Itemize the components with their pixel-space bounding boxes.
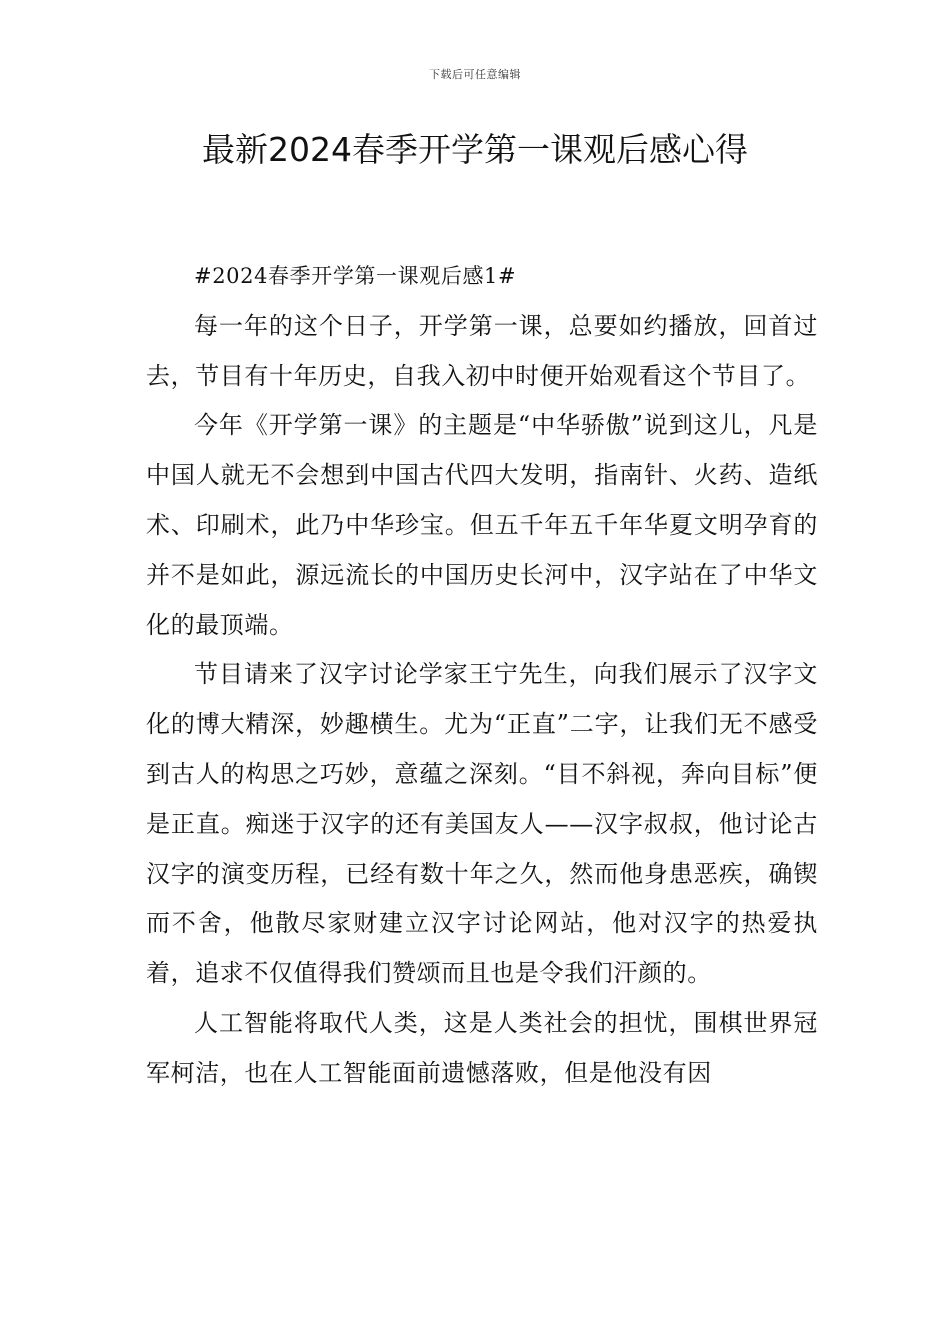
paragraph-4: 人工智能将取代人类，这是人类社会的担忧，围棋世界冠军柯洁，也在人工智能面前遗憾落败，但是他没有因: [146, 1008, 818, 1087]
header-note: 下载后可任意编辑: [429, 68, 521, 81]
paragraph-1: 每一年的这个日子，开学第一课，总要如约播放，回首过去，节目有十年历史，自我入初中时便开始观看这个节目了。: [146, 311, 818, 390]
section-heading: #2024春季开学第一课观后感1#: [194, 264, 517, 288]
document-title: 最新2024春季开学第一课观后感心得: [202, 130, 748, 169]
paragraph-2: 今年《开学第一课》的主题是“中华骄傲”说到这儿，凡是中国人就无不会想到中国古代四大发明，指南针、火药、造纸术、印刷术，此乃中华珍宝。但五千年五千年华夏文明孕育的并不是如此，源远流长的中国历史长河中，汉字站在了中华文化的最顶端。: [146, 411, 818, 639]
paragraph-3: 节目请来了汉字讨论学家王宁先生，向我们展示了汉字文化的博大精深，妙趣横生。尤为“正直”二字，让我们无不感受到古人的构思之巧妙，意蕴之深刻。“目不斜视，奔向目标”便是正直。痴迷于汉字的还有美国友人——汉字叔叔，他讨论古汉字的演变历程，已经有数十年之久，然而他身患恶疾，确锲而不舍，他散尽家财建立汉字讨论网站，他对汉字的热爱执着，追求不仅值得我们赞颂而且也是令我们汗颜的。: [146, 660, 818, 988]
document-body: [146, 252, 818, 1099]
